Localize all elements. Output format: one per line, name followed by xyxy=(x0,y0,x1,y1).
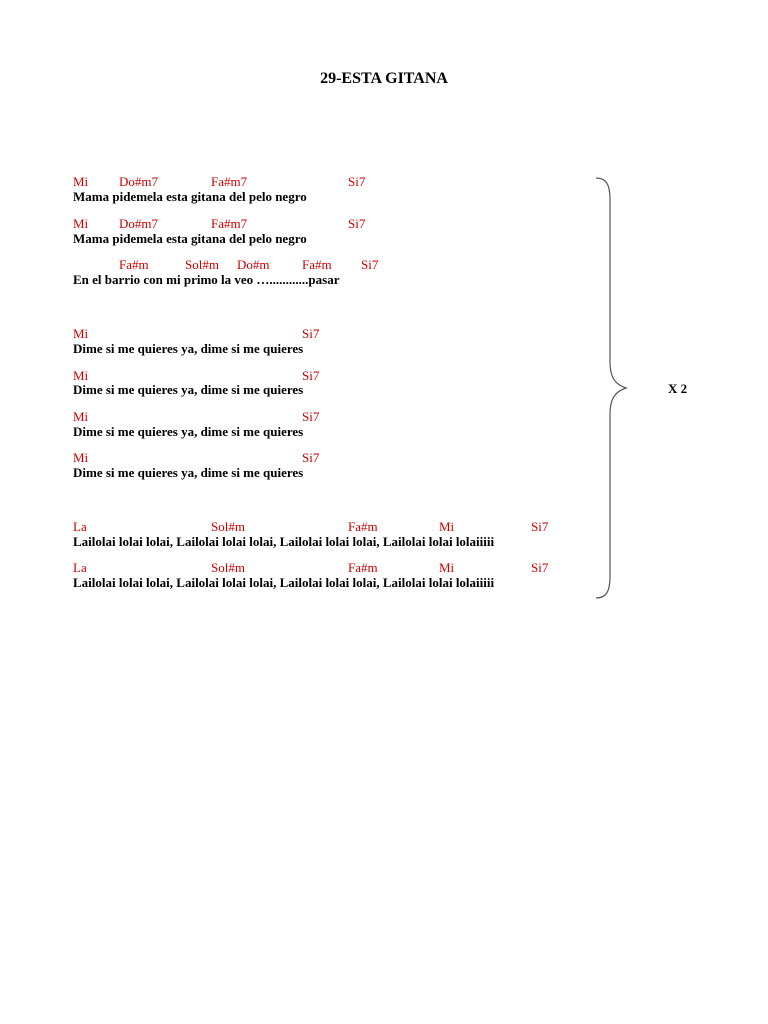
lyric-line: Dime si me quieres ya, dime si me quieres xyxy=(73,424,304,439)
chord: Si7 xyxy=(302,368,320,383)
chord-line xyxy=(0,560,620,576)
chord: Si7 xyxy=(348,216,366,231)
chord: Si7 xyxy=(302,409,320,424)
chord: Mi xyxy=(73,216,89,231)
repeat-brace-icon xyxy=(590,176,630,600)
chord: Mi xyxy=(73,409,89,424)
chord: Mi xyxy=(73,174,89,189)
lyric-line: Mama pidemela esta gitana del pelo negro xyxy=(73,189,307,204)
chord: La xyxy=(73,560,87,575)
chord: Si7 xyxy=(531,519,549,534)
lyric-line: Dime si me quieres ya, dime si me quieres xyxy=(73,341,304,356)
chord-line xyxy=(0,257,620,273)
chord-line xyxy=(0,174,620,190)
chord: Mi xyxy=(73,368,89,383)
chord: Sol#m xyxy=(211,519,245,534)
chord: Do#m xyxy=(237,257,270,272)
chord-line xyxy=(0,216,620,232)
lyric-line: Dime si me quieres ya, dime si me quieres xyxy=(73,382,304,397)
chord: Sol#m xyxy=(185,257,219,272)
lyric-line: Lailolai lolai lolai, Lailolai lolai lolai, Lailolai lolai lolai, Lailolai lolai lolaiiiii xyxy=(73,575,495,590)
chord: Mi xyxy=(73,450,89,465)
lyric-line: Lailolai lolai lolai, Lailolai lolai lolai, Lailolai lolai lolai, Lailolai lolai lolaiiiii xyxy=(73,534,495,549)
chord: Si7 xyxy=(302,326,320,341)
chord-line xyxy=(0,519,620,535)
chord: Do#m7 xyxy=(119,174,158,189)
chord: La xyxy=(73,519,87,534)
lyric-line: En el barrio con mi primo la veo …............pasar xyxy=(73,272,340,287)
chord: Mi xyxy=(439,560,455,575)
chord: Si7 xyxy=(361,257,379,272)
chord: Fa#m xyxy=(348,519,378,534)
lyric-line: Mama pidemela esta gitana del pelo negro xyxy=(73,231,307,246)
repeat-label: X 2 xyxy=(668,381,688,396)
chord: Fa#m xyxy=(119,257,149,272)
chord: Fa#m7 xyxy=(211,174,248,189)
chord: Mi xyxy=(439,519,455,534)
chord: Fa#m xyxy=(348,560,378,575)
chord: Si7 xyxy=(531,560,549,575)
chord: Do#m7 xyxy=(119,216,158,231)
chord: Si7 xyxy=(302,450,320,465)
chord-line xyxy=(0,326,620,342)
chord-line xyxy=(0,409,620,425)
chord: Fa#m7 xyxy=(211,216,248,231)
lyric-line: Dime si me quieres ya, dime si me quieres xyxy=(73,465,304,480)
chord: Si7 xyxy=(348,174,366,189)
chord: Mi xyxy=(73,326,89,341)
chord: Fa#m xyxy=(302,257,332,272)
chord: Sol#m xyxy=(211,560,245,575)
song-title: 29-ESTA GITANA xyxy=(320,70,448,87)
chord-line xyxy=(0,450,620,466)
